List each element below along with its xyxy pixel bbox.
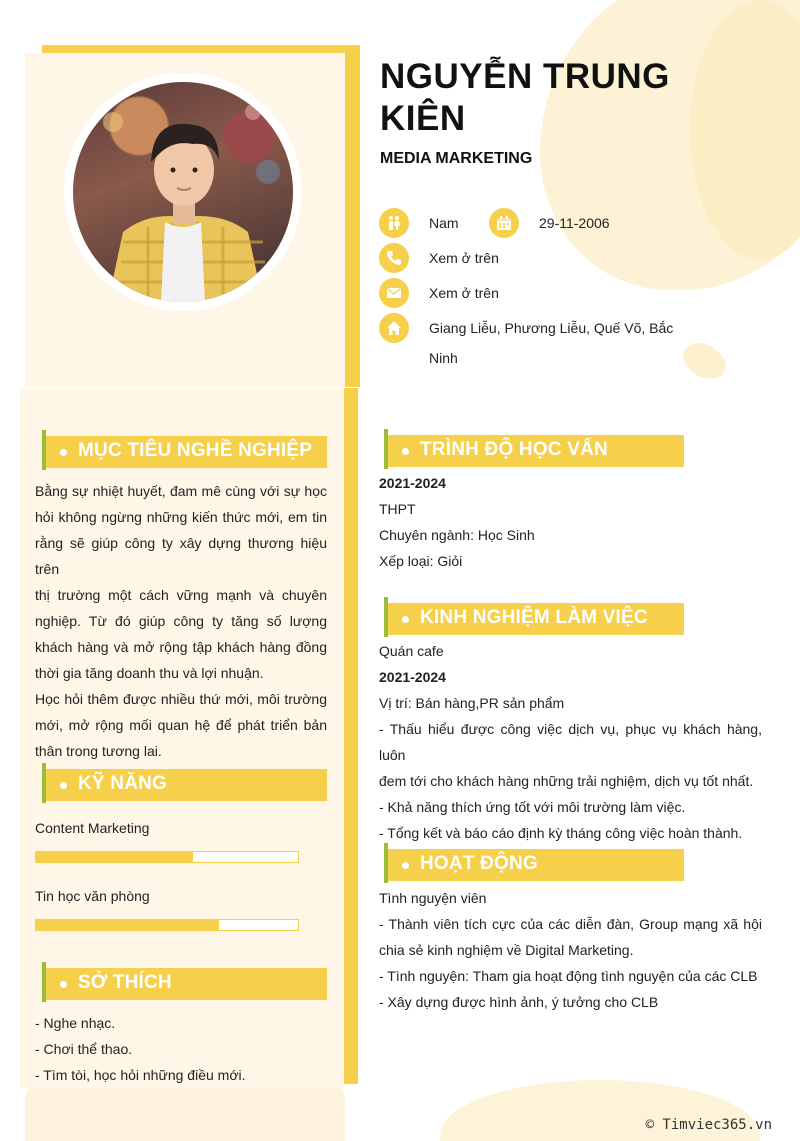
experience-line: - Thấu hiểu được công việc dịch vụ, phục vụ khách hàng, luôn (379, 721, 762, 763)
activities-body (379, 885, 762, 1015)
section-title: MỤC TIÊU NGHỀ NGHIỆP (78, 440, 313, 461)
activities-header (384, 849, 684, 881)
left-frame-accent (344, 388, 358, 1084)
activity-line: chia sẻ kinh nghiệm về Digital Marketing. (379, 942, 634, 958)
gender-value: Nam (429, 215, 459, 231)
section-title: KINH NGHIỆM LÀM VIỆC (420, 607, 648, 628)
header-bullet (60, 449, 67, 456)
objective-text (35, 478, 327, 764)
phone-value: Xem ở trên (429, 250, 499, 266)
section-title: HOẠT ĐỘNG (420, 853, 538, 874)
education-body (379, 470, 769, 574)
gender-icon (379, 208, 409, 238)
experience-header (384, 603, 684, 635)
experience-line: - Tổng kết và báo cáo định kỳ tháng công việc hoàn thành. (379, 825, 743, 841)
header-bullet (60, 782, 67, 789)
header-accent-bar (384, 843, 388, 883)
objective-line: mới, mở rộng mối quan hệ để phát triển bản (35, 717, 327, 733)
education-header (384, 435, 684, 467)
hobbies-header (42, 968, 327, 1000)
skill-bar (35, 919, 299, 931)
education-major: Chuyên ngành: Học Sinh (379, 527, 535, 543)
skill-label: Content Marketing (35, 820, 150, 836)
experience-body (379, 638, 762, 846)
activity-line: - Xây dựng được hình ảnh, ý tưởng cho CLB (379, 994, 659, 1010)
objective-line: Bằng sự nhiệt huyết, đam mê cùng với sự học (35, 483, 327, 499)
objective-line: thời gia tăng doanh thu và lợi nhuận. (35, 665, 264, 681)
skill-label: Tin học văn phòng (35, 888, 150, 904)
birthday-value: 29-11-2006 (539, 215, 610, 231)
education-school: THPT (379, 501, 416, 517)
objective-line: thị trường một cách vững mạnh và chuyên (35, 587, 327, 603)
skill-bar (35, 851, 299, 863)
activities-role: Tình nguyện viên (379, 890, 487, 906)
activity-line: - Thành viên tích cực của các diễn đàn, Group mạng xã hội (379, 916, 762, 932)
objective-line: khách hàng và mở rộng tập khách hàng đồng (35, 639, 327, 655)
avatar (73, 82, 293, 302)
header-bullet (402, 862, 409, 869)
objective-line: Học hỏi thêm được nhiều thứ mới, môi trường (35, 691, 327, 707)
header-bullet (402, 448, 409, 455)
phone-icon (379, 243, 409, 273)
experience-position: Vị trí: Bán hàng,PR sản phẩm (379, 695, 565, 711)
experience-line: đem tới cho khách hàng những trải nghiệm, dịch vụ tốt nhất. (379, 773, 754, 789)
header-accent-bar (42, 962, 46, 1002)
footer-credit: © Timviec365.vn (645, 1117, 772, 1133)
experience-company: Quán cafe (379, 643, 444, 659)
email-value: Xem ở trên (429, 285, 499, 301)
experience-period: 2021-2024 (379, 669, 446, 685)
candidate-name: NGUYỄN TRUNG KIÊN (380, 57, 670, 138)
header-accent-bar (42, 763, 46, 803)
section-title: TRÌNH ĐỘ HỌC VẤN (420, 439, 608, 460)
section-title: SỞ THÍCH (78, 972, 172, 993)
header-accent-bar (384, 597, 388, 637)
activity-line: - Tình nguyện: Tham gia hoạt động tình nguyện của các CLB (379, 968, 758, 984)
header-bullet (60, 981, 67, 988)
skill-bar-fill (36, 852, 193, 862)
header-bullet (402, 616, 409, 623)
calendar-icon (489, 208, 519, 238)
header-accent-bar (42, 430, 46, 470)
candidate-role: MEDIA MARKETING (380, 150, 533, 167)
header-accent-bar (384, 429, 388, 469)
objective-line: rằng sẽ giúp công ty xây dựng thương hiệu trên (35, 535, 327, 577)
education-grade: Xếp loại: Giỏi (379, 553, 463, 569)
experience-line: - Khả năng thích ứng tốt với môi trường làm việc. (379, 799, 686, 815)
background-shape (677, 336, 732, 386)
education-period: 2021-2024 (379, 475, 446, 491)
objective-header (42, 436, 327, 468)
objective-line: hỏi không ngừng những kiến thức mới, em tin (35, 509, 327, 525)
skills-header (42, 769, 327, 801)
hobby-item: - Nghe nhạc. (35, 1015, 116, 1031)
objective-line: nghiệp. Từ đó giúp công ty tăng số lượng (35, 613, 327, 629)
home-icon (379, 313, 409, 343)
objective-line: thân trong tương lai. (35, 743, 162, 759)
section-title: KỸ NĂNG (78, 773, 168, 794)
address-line-1: Giang Liễu, Phương Liễu, Quế Võ, Bắc (429, 320, 674, 336)
address-line-2: Ninh (429, 350, 458, 366)
hobby-item: - Chơi thể thao. (35, 1041, 133, 1057)
hobbies-list (35, 1010, 327, 1088)
hobby-item: - Tìm tòi, học hỏi những điều mới. (35, 1067, 246, 1083)
mail-icon (379, 278, 409, 308)
skill-bar-fill (36, 920, 219, 930)
